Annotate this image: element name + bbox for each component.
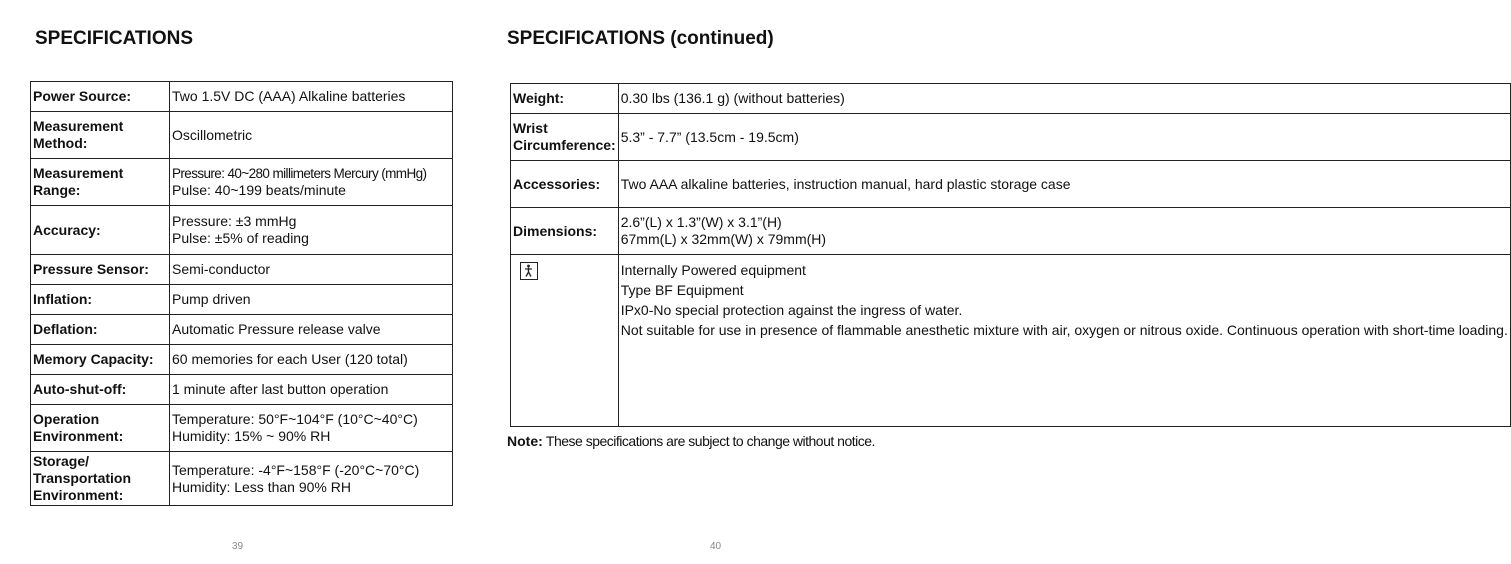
table-row: [31, 345, 453, 375]
note-text: These specifications are subject to change without notice.: [545, 433, 875, 449]
row-value: Temperature: 50°F~104°F (10°C~40°C) Humidity: 15% ~ 90% RH: [170, 405, 453, 452]
classification-text: Internally Powered equipment Type BF Equipment IPx0-No special protection against the ingress of water. Not suitable for use in presence of flammable anesthetic mixture with air, oxygen or nitrous oxide. Continuous operation with short-time loading.: [618, 255, 1510, 427]
row-value: Two 1.5V DC (AAA) Alkaline batteries: [170, 82, 453, 112]
row-label: Dimensions:: [511, 208, 619, 255]
row-value: 60 memories for each User (120 total): [170, 345, 453, 375]
row-label: Wrist Circumference:: [511, 114, 619, 161]
table-row: [31, 82, 453, 112]
row-label: Memory Capacity:: [31, 345, 170, 375]
specifications-continued-table: [510, 83, 1511, 427]
row-label: Weight:: [511, 84, 619, 114]
symbol-cell: [511, 255, 619, 427]
table-row: [31, 375, 453, 405]
specifications-table: [30, 81, 453, 506]
page-title: SPECIFICATIONS (continued): [507, 28, 774, 49]
row-label: Power Source:: [31, 82, 170, 112]
table-row: [511, 208, 1511, 255]
table-row: [31, 206, 453, 255]
row-value: Semi-conductor: [170, 255, 453, 285]
row-label: Accuracy:: [31, 206, 170, 255]
row-label: Inflation:: [31, 285, 170, 315]
row-label: Measurement Method:: [31, 112, 170, 159]
row-label: Auto-shut-off:: [31, 375, 170, 405]
table-row: [511, 255, 1511, 427]
row-value: Pressure: 40~280 millimeters Mercury (mmHg) Pulse: 40~199 beats/minute: [170, 159, 453, 206]
type-bf-applied-part-icon: [520, 262, 538, 280]
table-row: [31, 285, 453, 315]
note-label: Note:: [507, 433, 543, 449]
row-value: Oscillometric: [170, 112, 453, 159]
row-value: 5.3” - 7.7” (13.5cm - 19.5cm): [618, 114, 1510, 161]
row-label: Deflation:: [31, 315, 170, 345]
note: [507, 433, 875, 449]
row-label: Accessories:: [511, 161, 619, 208]
row-value: Pressure: ±3 mmHg Pulse: ±5% of reading: [170, 206, 453, 255]
row-value: 2.6”(L) x 1.3”(W) x 3.1”(H) 67mm(L) x 32mm(W) x 79mm(H): [618, 208, 1510, 255]
page-number: 40: [710, 541, 722, 552]
row-value: Two AAA alkaline batteries, instruction manual, hard plastic storage case: [618, 161, 1510, 208]
row-label: Operation Environment:: [31, 405, 170, 452]
row-value: 0.30 lbs (136.1 g) (without batteries): [618, 84, 1510, 114]
row-value: 1 minute after last button operation: [170, 375, 453, 405]
right-page: [477, 0, 1508, 564]
row-label: Measurement Range:: [31, 159, 170, 206]
table-row: [31, 159, 453, 206]
table-row: [511, 114, 1511, 161]
table-row: [31, 452, 453, 506]
page-number: 39: [232, 541, 244, 552]
row-label: Storage/ Transportation Environment:: [31, 452, 170, 506]
table-row: [511, 161, 1511, 208]
table-row: [31, 112, 453, 159]
table-row: [511, 84, 1511, 114]
row-value: Automatic Pressure release valve: [170, 315, 453, 345]
row-value: Pump driven: [170, 285, 453, 315]
table-row: [31, 405, 453, 452]
row-value: Temperature: -4°F~158°F (-20°C~70°C) Humidity: Less than 90% RH: [170, 452, 453, 506]
left-page: [0, 0, 477, 564]
table-row: [31, 315, 453, 345]
page-title: SPECIFICATIONS: [35, 28, 193, 49]
table-row: [31, 255, 453, 285]
row-label: Pressure Sensor:: [31, 255, 170, 285]
